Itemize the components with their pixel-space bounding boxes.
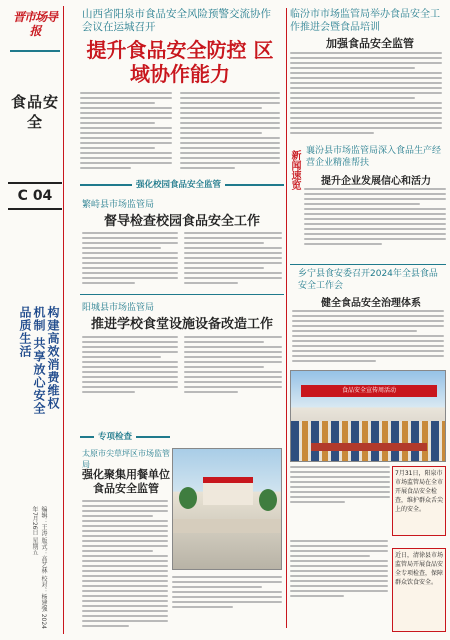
story-xiangning-body xyxy=(292,310,444,365)
story-school2-body-left xyxy=(82,336,178,396)
event-photo-caption xyxy=(290,466,390,506)
lower-right-body xyxy=(290,540,388,600)
campus-banner-text: 强化校园食品安全监管 xyxy=(132,178,225,190)
news-express-label: 新闻速览 xyxy=(289,150,300,190)
side-note-lower xyxy=(392,548,446,632)
section-name: 食品安全 xyxy=(10,93,59,131)
story-school-body-left xyxy=(82,232,178,287)
story-taiyuan-body xyxy=(82,500,168,630)
newspaper-logo: 晋市场导报 xyxy=(12,10,57,38)
story-school-headline: 督导检查校园食品安全工作 xyxy=(103,214,260,229)
edition-metadata: 编辑：王涛 版式：高艺林 校对：杨建强 2024年7月26日 星期五 xyxy=(31,506,47,629)
story-divider xyxy=(80,294,284,295)
story-school-body-right xyxy=(184,232,282,287)
event-photo-banner: 食品安全宣传周活动 xyxy=(301,385,437,397)
headline-body-left xyxy=(80,92,172,172)
right-top-title: 临汾市市场监管局举办食品安全工作推进会暨食品培训 xyxy=(290,9,440,33)
right-top-headline: 加强食品安全监管 xyxy=(326,37,414,50)
special-banner-text: 专项检查 xyxy=(94,430,136,442)
story-school2-body-right xyxy=(184,336,282,396)
story-school2-headline: 推进学校食堂设施设备改造工作 xyxy=(90,317,273,332)
side-note-upper xyxy=(392,466,446,536)
building-photo xyxy=(172,448,282,570)
campus-section-banner xyxy=(80,178,284,192)
headline-body-right xyxy=(180,92,280,172)
story-school2-dept: 阳城县市场监管局 xyxy=(82,303,155,313)
masthead-divider xyxy=(10,50,60,52)
story-school-dept: 繁峙县市场监管局 xyxy=(82,200,155,210)
special-section-banner xyxy=(80,430,170,444)
story-xiangfen-dept: 襄汾县市场监管局深入食品生产经营企业精准帮扶 xyxy=(306,146,442,168)
column-rule xyxy=(286,8,287,628)
event-photo xyxy=(290,370,446,462)
section-code: C 04 xyxy=(8,182,62,210)
story-divider-right xyxy=(290,264,446,265)
side-note-lower-text: 近日，清徐县市场监管局开展食品安全专项检查，保障群众饮食安全。 xyxy=(395,552,444,586)
story-taiyuan-headline: 强化聚集用餐单位食品安全监管 xyxy=(82,468,170,495)
story-xiangning-headline: 健全食品安全治理体系 xyxy=(321,298,421,309)
story-xiangning-dept: 乡宁县食安委召开2024年全县食品安全工作会 xyxy=(298,269,438,291)
side-note-upper-text: 7月31日，阳泉市市场监管局在全市开展食品安全检查，维护群众舌尖上的安全。 xyxy=(395,470,444,513)
story-xiangfen-body xyxy=(304,188,446,248)
headline-kicker: 山西省阳泉市食品安全风险预警交流协作会议在运城召开 xyxy=(82,8,271,33)
story-xiangfen-headline: 提升企业发展信心和活力 xyxy=(321,176,431,187)
masthead-slogan: 构建高效消费维权机制 共享放心安全品质生活 xyxy=(18,306,60,416)
main-headline: 提升食品安全防控 区域协作能力 xyxy=(86,38,274,86)
masthead xyxy=(6,6,64,634)
right-top-body xyxy=(290,52,442,137)
story-taiyuan-dept: 太原市尖草坪区市场监管局 xyxy=(82,449,170,469)
photo-main-caption xyxy=(172,576,282,611)
